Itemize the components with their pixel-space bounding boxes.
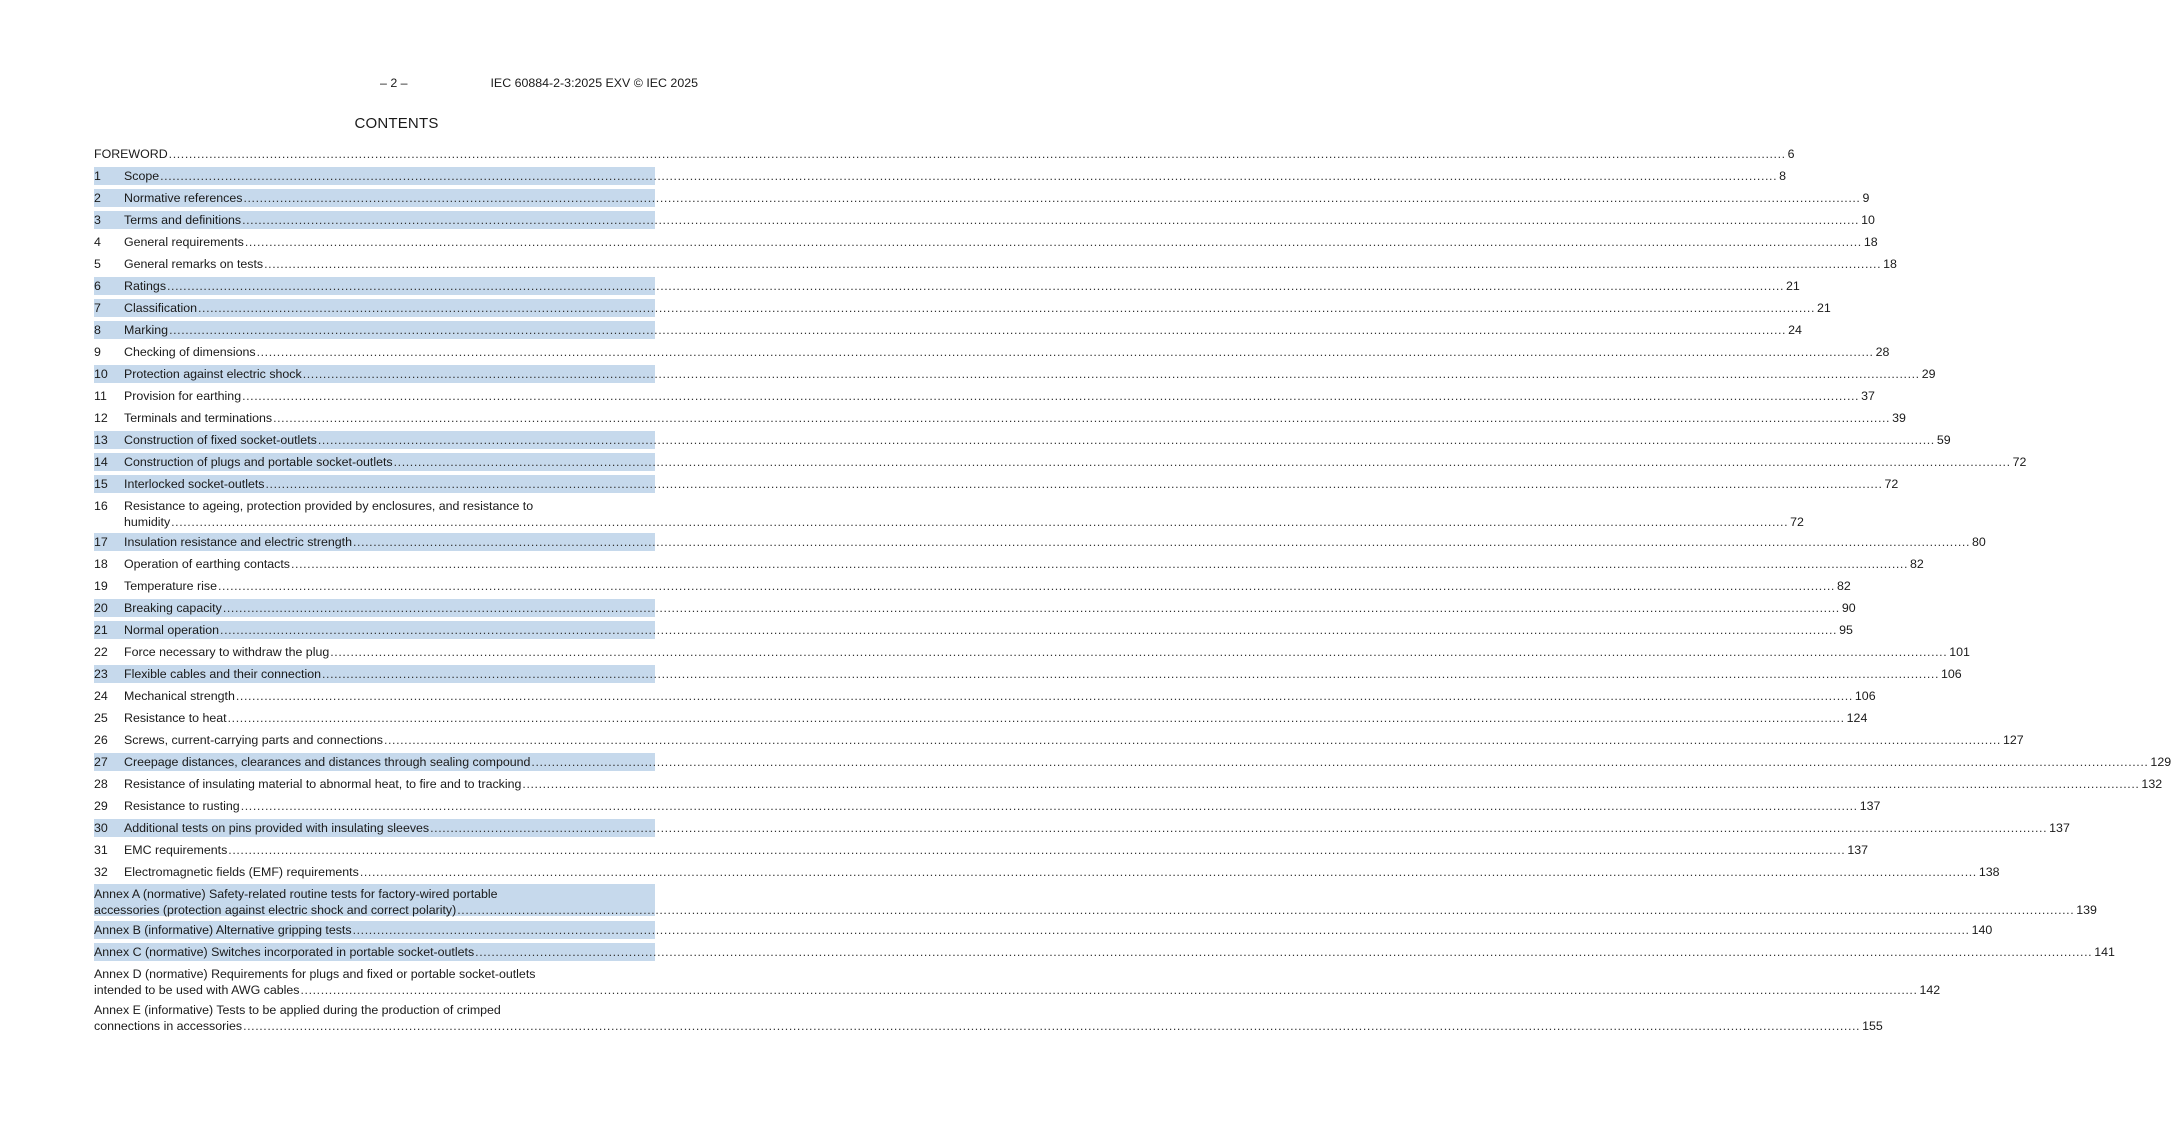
dot-leader: ................................................................................................................................................................................................................................................................................................................................................................................................................	[522, 777, 2140, 791]
toc-number: 25	[94, 711, 108, 725]
toc-entry[interactable]	[94, 644, 1970, 660]
toc-page-number: 37	[1861, 389, 1875, 403]
toc-page-number: 29	[1921, 367, 1936, 381]
toc-label: Breaking capacity	[124, 601, 222, 615]
toc-number: 27	[94, 755, 108, 769]
toc-entry[interactable]	[94, 234, 1878, 250]
toc-page-number: 9	[1862, 191, 1870, 205]
toc-entry[interactable]	[94, 622, 1853, 638]
toc-label: Force necessary to withdraw the plug	[124, 645, 330, 659]
toc-page-number: 127	[2002, 733, 2024, 747]
toc-number: 29	[94, 799, 108, 813]
toc-entry[interactable]	[94, 322, 1802, 338]
toc-label: Annex A (normative) Safety-related routine tests for factory-wired portable	[94, 887, 498, 901]
toc-page-number: 139	[2076, 903, 2097, 917]
dot-leader: ................................................................................................................................................................................................................................................................................................................................................................................................................	[352, 923, 1970, 937]
toc-number: 6	[94, 279, 101, 293]
toc-number: 21	[94, 623, 108, 637]
toc-label-continued: humidity	[124, 515, 171, 529]
toc-page-number: 28	[1875, 345, 1890, 359]
toc-number: 24	[94, 689, 108, 703]
toc-entry[interactable]	[94, 842, 1868, 858]
toc-page-number: 21	[1786, 279, 1800, 293]
toc-entry[interactable]	[94, 864, 2000, 880]
toc-number: 16	[94, 499, 108, 513]
toc-page-number: 72	[1884, 477, 1899, 491]
toc-number: 13	[94, 433, 108, 447]
toc-label: Resistance to rusting	[124, 799, 240, 813]
toc-number: 2	[94, 191, 101, 205]
toc-label: Normal operation	[124, 623, 220, 637]
toc-page-number: 21	[1817, 301, 1831, 315]
toc-page-number: 72	[1790, 515, 1804, 529]
dot-leader: ................................................................................................................................................................................................................................................................................................................................................................................................................	[430, 821, 2048, 835]
toc-page-number: 6	[1787, 147, 1795, 161]
dot-leader: ................................................................................................................................................................................................................................................................................................................................................................................................................	[198, 301, 1816, 315]
toc-label: General remarks on tests	[124, 257, 264, 271]
toc-label: Terminals and terminations	[124, 411, 273, 425]
dot-leader: ................................................................................................................................................................................................................................................................................................................................................................................................................	[169, 323, 1787, 337]
dot-leader: ................................................................................................................................................................................................................................................................................................................................................................................................................	[243, 191, 1861, 205]
toc-number: 14	[94, 455, 108, 469]
toc-number: 23	[94, 667, 108, 681]
dot-leader: ................................................................................................................................................................................................................................................................................................................................................................................................................	[475, 945, 2093, 959]
toc-number: 11	[94, 389, 107, 403]
toc-label: Temperature rise	[124, 579, 217, 593]
toc-label: Mechanical strength	[124, 689, 235, 703]
toc-page-number: 155	[1862, 1019, 1883, 1033]
toc-entry[interactable]	[94, 666, 1962, 682]
dot-leader: ................................................................................................................................................................................................................................................................................................................................................................................................................	[222, 601, 1840, 615]
toc-number: 10	[94, 367, 108, 381]
dot-leader: ................................................................................................................................................................................................................................................................................................................................................................................................................	[168, 147, 1786, 161]
toc-page-number: 90	[1841, 601, 1856, 615]
toc-entry[interactable]	[94, 344, 1890, 360]
dot-leader: ................................................................................................................................................................................................................................................................................................................................................................................................................	[220, 623, 1838, 637]
dot-leader: ................................................................................................................................................................................................................................................................................................................................................................................................................	[242, 389, 1860, 403]
toc-entry[interactable]	[94, 820, 2070, 836]
page-number: – 2 –	[380, 76, 408, 90]
toc-page-number: 18	[1863, 235, 1878, 249]
toc-label: Annex D (normative) Requirements for plugs and fixed or portable socket-outlets	[94, 967, 536, 981]
dot-leader: ................................................................................................................................................................................................................................................................................................................................................................................................................	[457, 903, 2075, 917]
toc-label: Provision for earthing	[124, 389, 242, 403]
toc-page-number: 8	[1779, 169, 1787, 183]
dot-leader: ................................................................................................................................................................................................................................................................................................................................................................................................................	[242, 213, 1860, 227]
toc-entry[interactable]	[94, 190, 1870, 206]
dot-leader: ................................................................................................................................................................................................................................................................................................................................................................................................................	[300, 983, 1918, 997]
toc-label: Annex C (normative) Switches incorporated in portable socket-outlets	[94, 945, 475, 959]
toc-label-continued: connections in accessories	[94, 1019, 243, 1033]
toc-number: 30	[94, 821, 108, 835]
toc-label: Construction of plugs and portable socket-outlets	[124, 455, 393, 469]
toc-label: Creepage distances, clearances and distances through sealing compound	[124, 755, 531, 769]
toc-label: Resistance to heat	[124, 711, 227, 725]
toc-number: 3	[94, 213, 101, 227]
toc-page-number: 106	[1854, 689, 1876, 703]
dot-leader: ................................................................................................................................................................................................................................................................................................................................................................................................................	[167, 279, 1785, 293]
toc-label-continued: accessories (protection against electric shock and correct polarity)	[94, 903, 457, 917]
toc-page-number: 129	[2150, 755, 2171, 769]
toc-number: 8	[94, 323, 101, 337]
toc-label: Additional tests on pins provided with insulating sleeves	[124, 821, 430, 835]
toc-label: Ratings	[124, 279, 167, 293]
dot-leader: ................................................................................................................................................................................................................................................................................................................................................................................................................	[264, 257, 1882, 271]
toc-entry[interactable]	[94, 688, 1876, 704]
toc-page-number: 101	[1949, 645, 1970, 659]
toc-number: 28	[94, 777, 108, 791]
toc-entry[interactable]	[94, 534, 1986, 550]
toc-page-number: 140	[1971, 923, 1993, 937]
dot-leader: ................................................................................................................................................................................................................................................................................................................................................................................................................	[317, 433, 1935, 447]
toc-label: EMC requirements	[124, 843, 228, 857]
toc-page-number: 137	[1859, 799, 1881, 813]
toc-label: Annex E (informative) Tests to be applied during the production of crimped	[94, 1003, 501, 1017]
toc-page-number: 59	[1936, 433, 1951, 447]
toc-label: Classification	[124, 301, 197, 315]
toc-page-number: 132	[2141, 777, 2163, 791]
toc-number: 26	[94, 733, 108, 747]
toc-page-number: 82	[1836, 579, 1851, 593]
dot-leader: ................................................................................................................................................................................................................................................................................................................................................................................................................	[240, 799, 1858, 813]
toc-label: Resistance to ageing, protection provided by enclosures, and resistance to	[124, 499, 534, 513]
toc-entry[interactable]	[94, 798, 1881, 814]
toc-entry[interactable]	[94, 146, 1795, 162]
toc-label-continued: intended to be used with AWG cables	[94, 983, 300, 997]
toc-entry[interactable]	[94, 388, 1875, 404]
toc-entry[interactable]	[94, 212, 1875, 228]
toc-number: 32	[94, 865, 108, 879]
toc-label: General requirements	[124, 235, 244, 249]
dot-leader: ................................................................................................................................................................................................................................................................................................................................................................................................................	[235, 689, 1853, 703]
toc-entry[interactable]	[94, 966, 1941, 998]
toc-page-number: 18	[1883, 257, 1897, 271]
toc-label: Operation of earthing contacts	[124, 557, 290, 571]
toc-label: Annex B (informative) Alternative gripping tests	[94, 923, 352, 937]
toc-label: Insulation resistance and electric strength	[124, 535, 352, 549]
toc-number: 18	[94, 557, 108, 571]
toc-entry[interactable]	[94, 168, 1787, 184]
toc-page-number: 137	[2049, 821, 2070, 835]
toc-entry[interactable]	[94, 886, 2097, 918]
toc-entry[interactable]	[94, 578, 1851, 594]
toc-entry[interactable]	[94, 476, 1899, 492]
toc-number: 12	[94, 411, 108, 425]
toc-entry[interactable]	[94, 432, 1951, 448]
toc-number: 15	[94, 477, 108, 491]
toc-page-number: 82	[1910, 557, 1924, 571]
toc-page-number: 95	[1839, 623, 1853, 637]
toc-label: Scope	[124, 169, 160, 183]
toc-page-number: 80	[1972, 535, 1986, 549]
toc-page-number: 39	[1892, 411, 1906, 425]
toc-page-number: 106	[1941, 667, 1962, 681]
toc-entry[interactable]	[94, 1002, 1883, 1034]
toc-entry[interactable]	[94, 556, 1924, 572]
toc-page-number: 72	[2012, 455, 2027, 469]
dot-leader: ................................................................................................................................................................................................................................................................................................................................................................................................................	[302, 367, 1920, 381]
dot-leader: ................................................................................................................................................................................................................................................................................................................................................................................................................	[265, 477, 1883, 491]
toc-entry[interactable]	[94, 922, 1993, 938]
toc-label: Marking	[124, 323, 169, 337]
dot-leader: ................................................................................................................................................................................................................................................................................................................................................................................................................	[330, 645, 1948, 659]
toc-label: FOREWORD	[94, 147, 168, 161]
toc-entry[interactable]	[94, 410, 1906, 426]
dot-leader: ................................................................................................................................................................................................................................................................................................................................................................................................................	[352, 535, 1970, 549]
toc-label: Flexible cables and their connection	[124, 667, 321, 681]
toc-label: Terms and definitions	[124, 213, 242, 227]
toc-label: Interlocked socket-outlets	[124, 477, 265, 491]
toc-page-number: 137	[1847, 843, 1868, 857]
document-id: IEC 60884-2-3:2025 EXV © IEC 2025	[490, 76, 698, 90]
toc-page-number: 141	[2094, 945, 2115, 959]
toc-entry[interactable]	[94, 498, 1804, 530]
dot-leader: ................................................................................................................................................................................................................................................................................................................................................................................................................	[291, 557, 1909, 571]
toc-entry[interactable]	[94, 776, 2163, 792]
toc-entry[interactable]	[94, 710, 1868, 726]
dot-leader: ................................................................................................................................................................................................................................................................................................................................................................................................................	[227, 711, 1845, 725]
toc-label: Normative references	[124, 191, 243, 205]
toc-page-number: 124	[1846, 711, 1868, 725]
toc-number: 4	[94, 235, 101, 249]
toc-label: Electromagnetic fields (EMF) requirements	[124, 865, 359, 879]
toc-page-number: 10	[1861, 213, 1875, 227]
toc-number: 19	[94, 579, 108, 593]
toc-number: 7	[94, 301, 101, 315]
toc-entry[interactable]	[94, 300, 1831, 316]
toc-label: Screws, current-carrying parts and connections	[124, 733, 383, 747]
toc-number: 1	[94, 169, 101, 183]
toc-entry[interactable]	[94, 454, 2027, 470]
toc-label: Construction of fixed socket-outlets	[124, 433, 317, 447]
contents-title: CONTENTS	[354, 115, 439, 132]
dot-leader: ................................................................................................................................................................................................................................................................................................................................................................................................................	[359, 865, 1977, 879]
toc-entry[interactable]	[94, 600, 1856, 616]
toc-entry[interactable]	[94, 732, 2024, 748]
toc-entry[interactable]	[94, 278, 1800, 294]
dot-leader: ................................................................................................................................................................................................................................................................................................................................................................................................................	[171, 515, 1789, 529]
toc-entry[interactable]	[94, 366, 1936, 382]
toc-entry[interactable]	[94, 944, 2115, 960]
dot-leader: ................................................................................................................................................................................................................................................................................................................................................................................................................	[244, 235, 1862, 249]
toc-label: Resistance of insulating material to abnormal heat, to fire and to tracking	[124, 777, 522, 791]
toc-label: Protection against electric shock	[124, 367, 302, 381]
dot-leader: ................................................................................................................................................................................................................................................................................................................................................................................................................	[273, 411, 1891, 425]
page-header	[94, 76, 698, 92]
toc-number: 17	[94, 535, 108, 549]
dot-leader: ................................................................................................................................................................................................................................................................................................................................................................................................................	[228, 843, 1846, 857]
toc-number: 31	[94, 843, 108, 857]
dot-leader: ................................................................................................................................................................................................................................................................................................................................................................................................................	[322, 667, 1940, 681]
toc-number: 20	[94, 601, 108, 615]
dot-leader: ................................................................................................................................................................................................................................................................................................................................................................................................................	[256, 345, 1874, 359]
toc-number: 22	[94, 645, 108, 659]
dot-leader: ................................................................................................................................................................................................................................................................................................................................................................................................................	[393, 455, 2011, 469]
dot-leader: ................................................................................................................................................................................................................................................................................................................................................................................................................	[160, 169, 1778, 183]
toc-number: 5	[94, 257, 101, 271]
dot-leader: ................................................................................................................................................................................................................................................................................................................................................................................................................	[531, 755, 2149, 769]
toc-label: Checking of dimensions	[124, 345, 256, 359]
toc-entry[interactable]	[94, 754, 2171, 770]
dot-leader: ................................................................................................................................................................................................................................................................................................................................................................................................................	[243, 1019, 1861, 1033]
toc-page-number: 24	[1788, 323, 1802, 337]
dot-leader: ................................................................................................................................................................................................................................................................................................................................................................................................................	[383, 733, 2001, 747]
toc-number: 9	[94, 345, 101, 359]
toc-entry[interactable]	[94, 256, 1897, 272]
toc-page-number: 142	[1919, 983, 1941, 997]
dot-leader: ................................................................................................................................................................................................................................................................................................................................................................................................................	[217, 579, 1835, 593]
toc-page-number: 138	[1978, 865, 2000, 879]
